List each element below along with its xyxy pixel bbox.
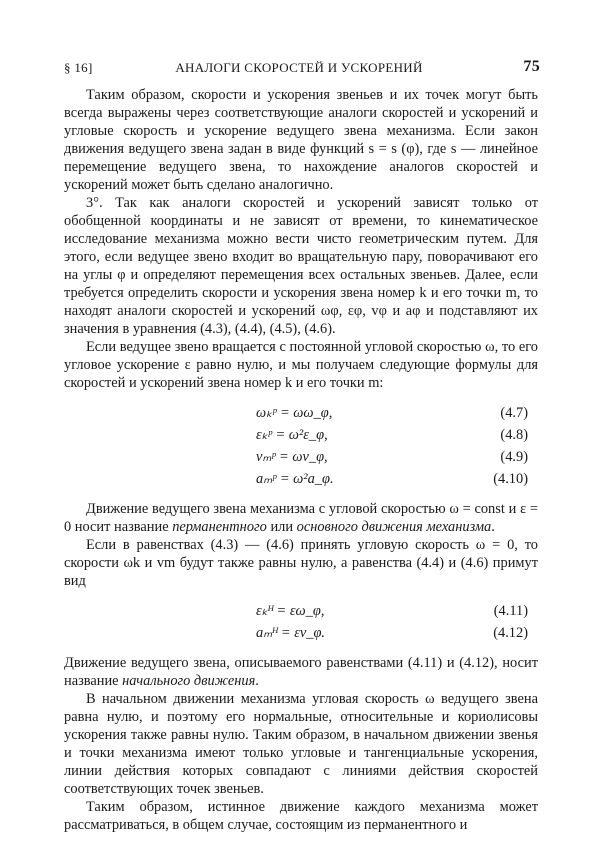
- paragraph-4-text: Движение ведущего звена механизма с угловой скоростью ω = const и ε = 0 носит название: [64, 501, 538, 535]
- paragraph-7: В начальном движении механизма угловая скорость ω ведущего звена равна нулю, и поэтому его нормальные, относительные и кориолисовы ускорения также равны нулю. Таким образом, в начальном движении звенья и точки механизма имеют только угловые и тангенциальные ускорения, линии действия которых совпадают с линиями действия скоростей соответствующих точек звеньев.: [64, 691, 538, 797]
- equation-block-b: [64, 600, 538, 644]
- paragraph-2: 3°. Так как аналоги скоростей и ускорений зависят только от обобщенной координаты и не зависят от времени, то кинематическое исследование механизма можно вести чисто геометрическим путем. Для этого, если ведущее звено входит во вращательную пару, поворачивают его на углы φ и определяют перемещения всех остальных звеньев. Далее, если требуется определить скорости и ускорения звена номер k и его точки m, то находят аналоги скоростей и ускорений ωφ, εφ, vφ и aφ и подставляют их значения в уравнения (4.3), (4.4), (4.5), (4.6).: [64, 195, 538, 337]
- equation-row: [64, 468, 538, 490]
- page-body: [64, 86, 538, 834]
- term-permanent: перманентного: [172, 519, 267, 535]
- term-initial-motion: начального движения: [122, 673, 256, 689]
- equation-label: (4.9): [500, 449, 528, 465]
- page-header: [58, 58, 540, 78]
- equation-label: (4.10): [493, 471, 528, 487]
- paragraph-1: Таким образом, скорости и ускорения звеньев и их точек могут быть всегда выражены через соответствующие аналоги скоростей и ускорений и угловые скорость и ускорение ведущего звена механизма. Если закон движения ведущего звена задан в виде функций s = s (φ), где s — линейное перемещение ведущего звена, то нахождение аналогов скоростей и ускорений может быть сделано аналогично.: [64, 87, 538, 193]
- paragraph-3: Если ведущее звено вращается с постоянной угловой скоростью ω, то его угловое ускорение ε равно нулю, и мы получаем следующие формулы для скоростей и ускорений звена номер k и его точки m:: [64, 339, 538, 391]
- equation-label: (4.11): [493, 603, 528, 619]
- section-marker: § 16]: [64, 60, 93, 75]
- equation-row: [64, 424, 538, 446]
- page-number: 75: [523, 58, 540, 75]
- equation-expression: εₖᴴ = εω_φ,: [256, 603, 325, 619]
- equation-expression: ωₖᵖ = ωω_φ,: [256, 405, 333, 421]
- equation-expression: aₘᴴ = εv_φ.: [256, 625, 326, 641]
- paragraph-4: [64, 500, 538, 536]
- equation-expression: aₘᵖ = ω²a_φ.: [256, 471, 334, 487]
- paragraph-6-end: .: [255, 673, 259, 689]
- paragraph-6-text: Движение ведущего звена, описываемого равенствами (4.11) и (4.12), носит название: [64, 655, 538, 689]
- equation-label: (4.8): [500, 427, 528, 443]
- equation-row: [64, 622, 538, 644]
- equation-label: (4.12): [493, 625, 528, 641]
- running-title: АНАЛОГИ СКОРОСТЕЙ И УСКОРЕНИЙ: [175, 60, 423, 75]
- term-basic-motion: основного движения механизма: [296, 519, 492, 535]
- paragraph-6: [64, 654, 538, 690]
- equation-label: (4.7): [500, 405, 528, 421]
- paragraph-5: Если в равенствах (4.3) — (4.6) принять угловую скорость ω = 0, то скорости ωk и vm будут также равны нулю, а равенства (4.4) и (4.6) примут вид: [64, 537, 538, 589]
- paragraph-4-connector: или: [266, 519, 297, 535]
- equation-expression: εₖᵖ = ω²ε_φ,: [256, 427, 328, 443]
- paragraph-8: Таким образом, истинное движение каждого механизма может рассматриваться, в общем случае, состоящим из перманентного и: [64, 799, 538, 833]
- paragraph-4-end: .: [491, 519, 495, 535]
- equation-row: [64, 446, 538, 468]
- equation-row: [64, 600, 538, 622]
- equation-row: [64, 402, 538, 424]
- equation-block-a: [64, 402, 538, 490]
- equation-expression: vₘᵖ = ωv_φ,: [256, 449, 328, 465]
